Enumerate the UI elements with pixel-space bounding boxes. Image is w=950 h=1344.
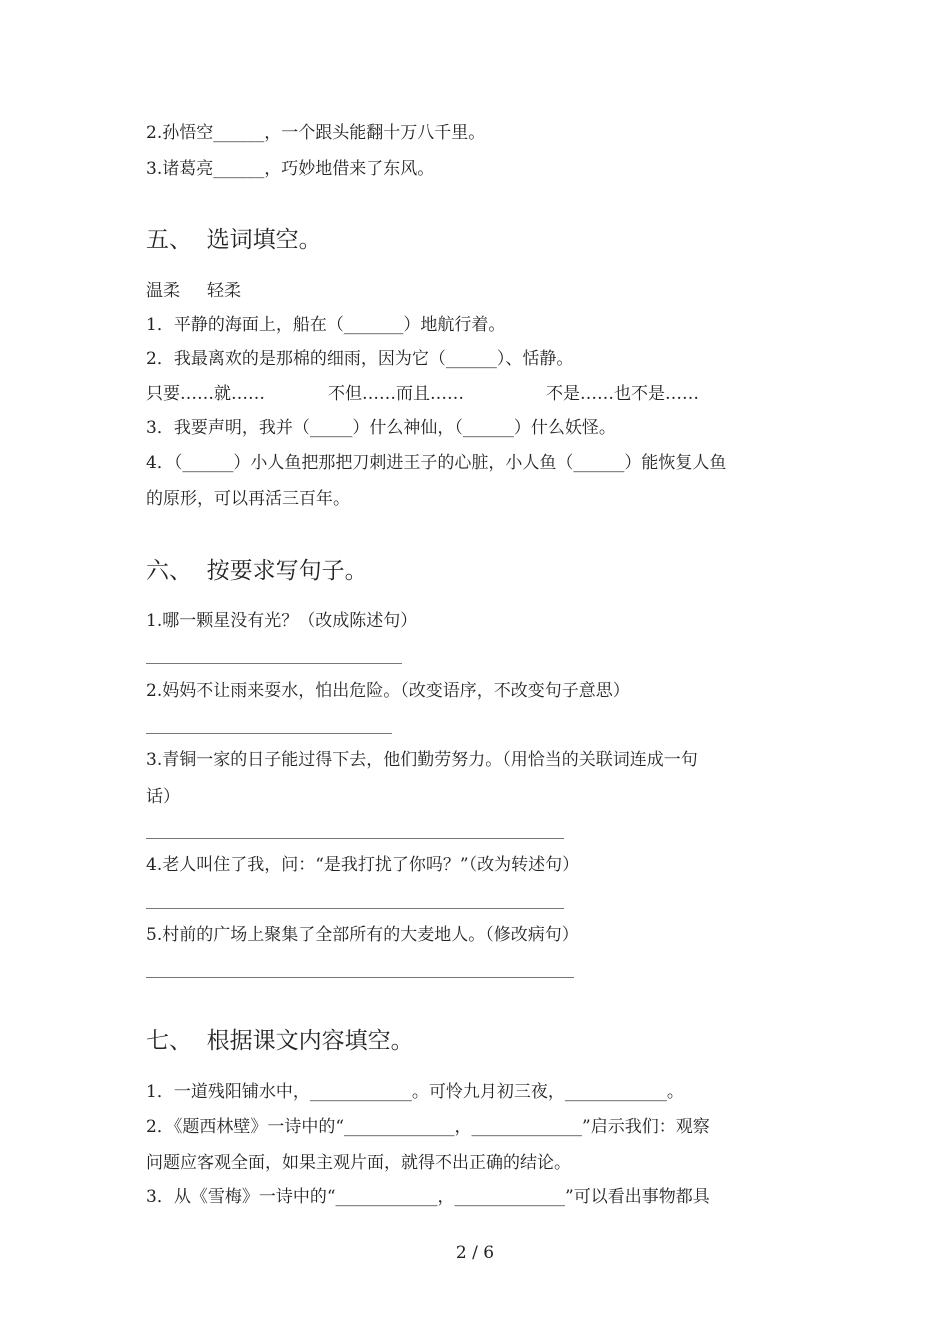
conjunction-option-1: 只要……就…… [146,384,265,404]
question-6-2: 2.妈妈不让雨来耍水，怕出危险。（改变语序，不改变句子意思） [146,681,630,701]
question-4-2: 2.孙悟空______，一个跟头能翻十万八千里。 [146,123,486,143]
question-6-5: 5.村前的广场上聚集了全部所有的大麦地人。（修改病句） [146,925,579,945]
question-7-2-line1: 2．《题西林壁》一诗中的“_____________，_____________”启示我们：观察 [146,1117,710,1137]
question-7-1: 1．一道残阳铺水中，____________。可怜九月初三夜，____________。 [146,1082,684,1102]
section-6-heading: 六、 按要求写句子。 [146,558,368,584]
conjunction-option-2: 不但……而且…… [328,384,464,404]
conjunction-option-3: 不是……也不是…… [546,384,699,404]
answer-line[interactable] [146,908,564,909]
question-6-1: 1.哪一颗星没有光？（改成陈述句） [146,611,418,631]
word-options-1: 温柔 轻柔 [146,281,242,301]
answer-line[interactable] [146,733,392,734]
question-5-3: 3．我要声明，我并（_____）什么神仙，（______）什么妖怪。 [146,418,616,438]
answer-line[interactable] [146,838,564,839]
question-6-3-line1: 3.青铜一家的日子能过得下去，他们勤劳努力。（用恰当的关联词连成一句 [146,750,698,770]
section-5-heading: 五、 选词填空。 [146,227,322,253]
question-7-2-line2: 问题应客观全面，如果主观片面，就得不出正确的结论。 [146,1153,571,1173]
question-4-3: 3.诸葛亮______，巧妙地借来了东风。 [146,159,435,179]
question-5-4-line1: 4．（______）小人鱼把那把刀刺进王子的心脏，小人鱼（______）能恢复人鱼 [146,453,727,473]
page-number: 2 / 6 [455,1243,495,1263]
question-5-1: 1．平静的海面上，船在（_______）地航行着。 [146,315,506,335]
question-5-2: 2．我最离欢的是那棉的细雨，因为它（______）、恬静。 [146,349,574,369]
question-5-4-line2: 的原形，可以再活三百年。 [146,489,350,509]
question-6-4: 4.老人叫住了我，问：“是我打扰了你吗？”（改为转述句） [146,855,580,875]
question-7-3-line1: 3．从《雪梅》一诗中的“____________，_____________”可以看出事物都具 [146,1187,710,1207]
answer-line[interactable] [146,977,574,978]
question-6-3-line2: 话） [146,787,180,807]
answer-line[interactable] [146,663,402,664]
section-7-heading: 七、 根据课文内容填空。 [146,1028,414,1054]
